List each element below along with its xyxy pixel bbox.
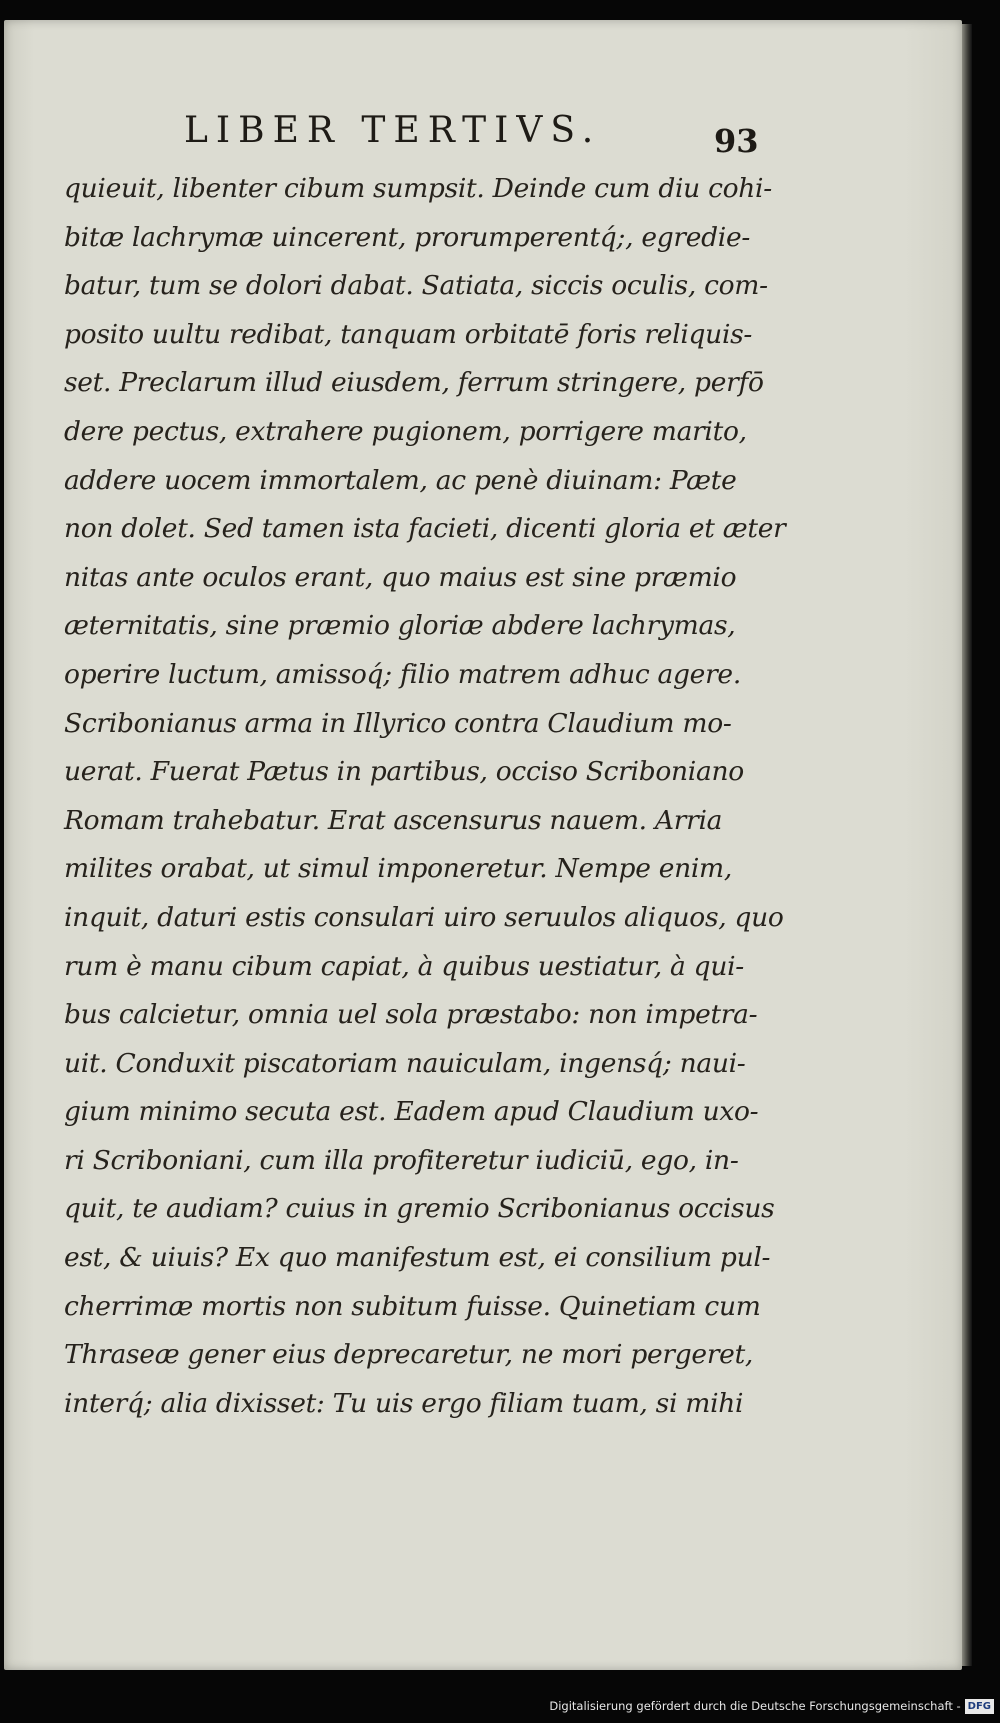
text-line: uit. Conduxit piscatoriam nauiculam, ingensq́; naui- [64,1047,746,1079]
book-page [4,20,962,1670]
text-line: ri Scriboniani, cum illa profiteretur iudiciū, ego, in- [64,1144,739,1176]
text-line: addere uocem immortalem, ac penè diuinam: Pæte [64,464,737,496]
text-line: bus calcietur, omnia uel sola præstabo: non impetra- [64,999,758,1031]
text-line: æternitatis, sine præmio gloriæ abdere lachrymas, [64,610,736,642]
text-line: set. Preclarum illud eiusdem, ferrum stringere, perfō [64,367,764,399]
text-line: uerat. Fuerat Pætus in partibus, occiso Scriboniano [64,756,744,788]
text-line: Scribonianus arma in Illyrico contra Claudium mo- [64,707,732,739]
text-line: interq́; alia dixisset: Tu uis ergo filiam tuam, si mihi [64,1387,744,1419]
text-line: Romam trahebatur. Erat ascensurus nauem. Arria [64,804,723,836]
text-line: batur, tum se dolori dabat. Satiata, siccis oculis, com- [64,270,768,302]
text-line: cherrimæ mortis non subitum fuisse. Quinetiam cum [64,1290,761,1322]
page-edge [962,24,972,1666]
text-line: bitæ lachrymæ uincerent, prorumperentq́;, egredie- [64,221,751,253]
text-line: dere pectus, extrahere pugionem, porrigere marito, [64,415,747,447]
text-line: non dolet. Sed tamen ista facieti, dicenti gloria et æter [64,513,786,545]
text-line: milites orabat, ut simul imponeretur. Nempe enim, [64,853,732,885]
text-line: gium minimo secuta est. Eadem apud Claudium uxo- [64,1096,759,1128]
funding-footer [549,1697,994,1715]
body-text [64,165,786,1428]
text-line: quieuit, libenter cibum sumpsit. Deinde cum diu cohi- [64,173,772,204]
text-line: est, & uiuis? Ex quo manifestum est, ei consilium pul- [64,1242,771,1274]
text-line: inquit, daturi estis consulari uiro seruulos aliquos, quo [64,901,784,933]
text-line: nitas ante oculos erant, quo maius est sine præmio [64,561,737,593]
text-line: Thraseæ gener eius deprecaretur, ne mori pergeret, [64,1339,754,1371]
text-line: operire luctum, amissoq́; filio matrem adhuc agere. [64,658,741,690]
text-line: posito uultu redibat, tanquam orbitatē foris reliquis- [64,318,753,350]
text-line: quit, te audiam? cuius in gremio Scribonianus occisus [64,1193,775,1225]
dfg-logo-icon: DFG [965,1699,994,1714]
page-number: 93 [714,122,759,160]
funding-text: Digitalisierung gefördert durch die Deutsche Forschungsgemeinschaft - [549,1699,961,1713]
text-line: rum è manu cibum capiat, à quibus uestiatur, à qui- [64,950,744,982]
running-head: LIBER TERTIVS. [184,110,602,151]
